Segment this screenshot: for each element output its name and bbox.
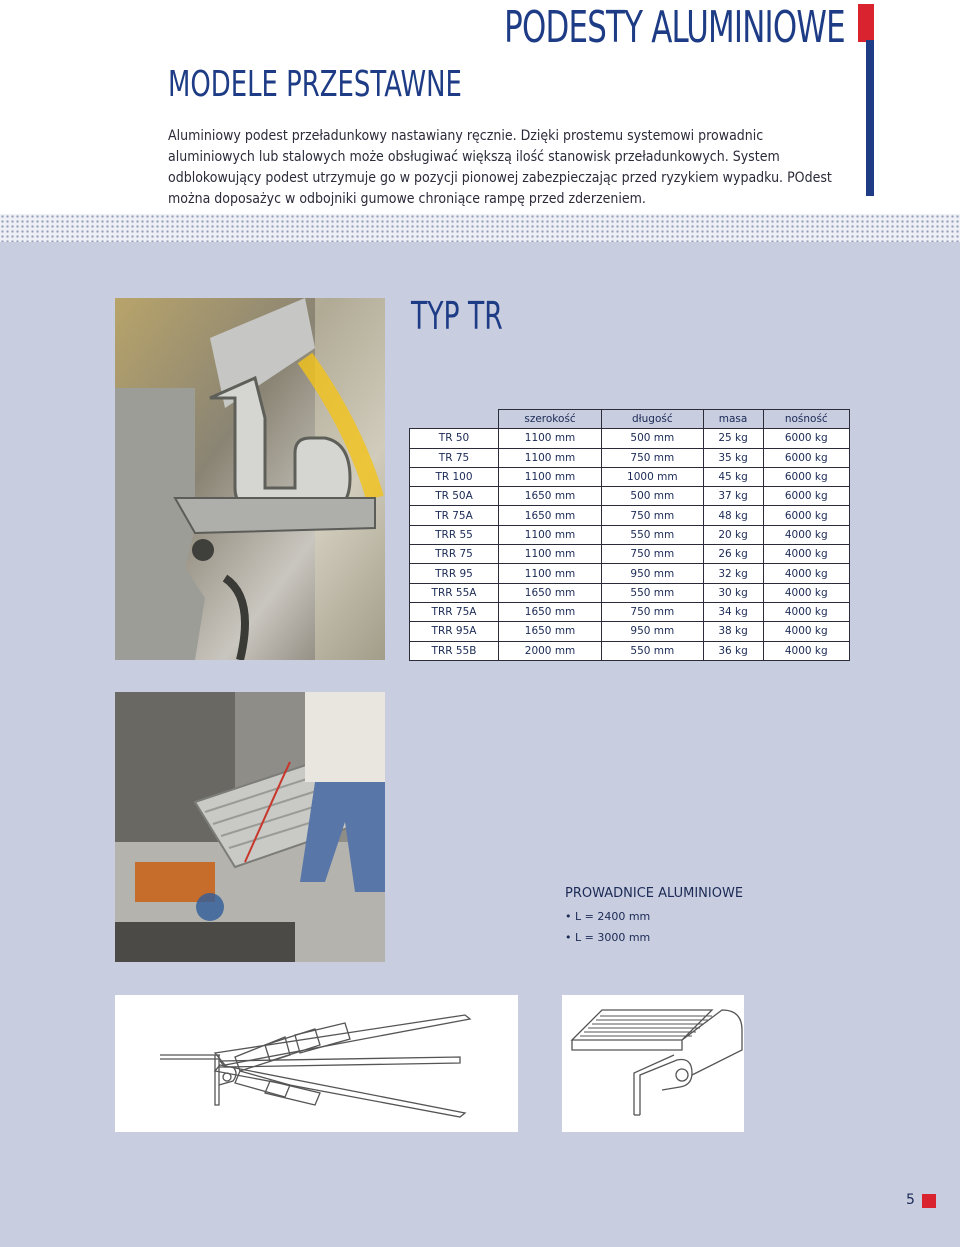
table-cell: 34 kg: [703, 602, 763, 621]
photo-ramp-in-use: [115, 692, 385, 962]
table-cell: TR 100: [410, 467, 499, 486]
section-title: MODELE PRZESTAWNE: [168, 64, 462, 105]
accent-bar-red: [858, 4, 874, 42]
table-cell: 6000 kg: [763, 506, 849, 525]
ramp-positions-drawing: [115, 995, 518, 1132]
table-cell: 48 kg: [703, 506, 763, 525]
table-cell: 1100 mm: [499, 467, 602, 486]
table-cell: 1100 mm: [499, 545, 602, 564]
table-cell: 20 kg: [703, 525, 763, 544]
drawing-rail-profile: [562, 995, 744, 1132]
table-header: masa: [703, 410, 763, 429]
table-cell: 4000 kg: [763, 641, 849, 660]
rail-profile-drawing: [562, 995, 744, 1132]
dotted-divider: [0, 214, 960, 242]
table-cell: 30 kg: [703, 583, 763, 602]
table-header: długość: [602, 410, 704, 429]
table-row: [410, 487, 850, 506]
spec-table: [409, 409, 850, 661]
table-cell: TR 75: [410, 448, 499, 467]
table-cell: 37 kg: [703, 487, 763, 506]
table-cell: 4000 kg: [763, 525, 849, 544]
profile-illustration: [115, 298, 385, 660]
table-cell: 550 mm: [602, 641, 704, 660]
table-cell: 6000 kg: [763, 487, 849, 506]
table-row: [410, 583, 850, 602]
table-cell: 6000 kg: [763, 448, 849, 467]
table-row: [410, 545, 850, 564]
table-cell: TR 50A: [410, 487, 499, 506]
table-cell: TRR 75: [410, 545, 499, 564]
page-title: PODESTY ALUMINIOWE: [504, 2, 845, 53]
table-cell: 1100 mm: [499, 448, 602, 467]
table-cell: 35 kg: [703, 448, 763, 467]
table-cell: 4000 kg: [763, 583, 849, 602]
table-cell: 750 mm: [602, 545, 704, 564]
table-cell: 45 kg: [703, 467, 763, 486]
table-cell: TRR 55: [410, 525, 499, 544]
table-header: nośność: [763, 410, 849, 429]
table-row: [410, 622, 850, 641]
table-cell: 36 kg: [703, 641, 763, 660]
table-cell: 6000 kg: [763, 429, 849, 448]
table-row: [410, 448, 850, 467]
table-cell: 4000 kg: [763, 545, 849, 564]
table-header-model: [410, 410, 499, 429]
table-row: [410, 602, 850, 621]
table-cell: 1650 mm: [499, 487, 602, 506]
table-cell: 1100 mm: [499, 564, 602, 583]
table-cell: 950 mm: [602, 622, 704, 641]
intro-paragraph: [168, 126, 848, 210]
table-cell: 4000 kg: [763, 622, 849, 641]
table-cell: 32 kg: [703, 564, 763, 583]
table-cell: 1650 mm: [499, 506, 602, 525]
table-header: szerokość: [499, 410, 602, 429]
table-cell: 1100 mm: [499, 429, 602, 448]
table-cell: 750 mm: [602, 448, 704, 467]
intro-text: Aluminiowy podest przeładunkowy nastawiany ręcznie. Dzięki prostemu systemowi prowadnic aluminiowych lub stalowych może obsługiwać większą ilość stanowisk przeładunkowych. System odblokowujący podest utrzymuje go w pozycji pionowej zabezpieczając przed ryzykiem wypadku. POdest można doposażyc w odbojniki gumowe chroniące rampę przed zderzeniem.: [168, 128, 832, 207]
page-marker: [922, 1194, 936, 1208]
table-row: [410, 467, 850, 486]
table-cell: 38 kg: [703, 622, 763, 641]
table-cell: TRR 95: [410, 564, 499, 583]
page-number: 5: [906, 1192, 915, 1208]
table-cell: 6000 kg: [763, 467, 849, 486]
table-cell: TRR 75A: [410, 602, 499, 621]
rail-length-item: • L = 2400 mm: [565, 910, 651, 923]
table-cell: 1650 mm: [499, 602, 602, 621]
table-cell: 750 mm: [602, 506, 704, 525]
type-title: TYP TR: [411, 294, 503, 338]
table-cell: 26 kg: [703, 545, 763, 564]
table-cell: 500 mm: [602, 429, 704, 448]
table-cell: 500 mm: [602, 487, 704, 506]
drawing-ramp-positions: [115, 995, 518, 1132]
table-row: [410, 506, 850, 525]
table-cell: 1650 mm: [499, 583, 602, 602]
table-cell: 550 mm: [602, 583, 704, 602]
table-cell: 950 mm: [602, 564, 704, 583]
table-cell: 1100 mm: [499, 525, 602, 544]
table-cell: TRR 95A: [410, 622, 499, 641]
table-row: [410, 429, 850, 448]
table-row: [410, 525, 850, 544]
table-cell: 25 kg: [703, 429, 763, 448]
table-cell: TR 50: [410, 429, 499, 448]
table-cell: 1000 mm: [602, 467, 704, 486]
ramp-illustration: [115, 692, 385, 962]
table-header-row: [410, 410, 850, 429]
table-cell: TRR 55B: [410, 641, 499, 660]
table-cell: 4000 kg: [763, 602, 849, 621]
table-cell: TRR 55A: [410, 583, 499, 602]
table-cell: 2000 mm: [499, 641, 602, 660]
table-cell: 1650 mm: [499, 622, 602, 641]
photo-aluminium-profile: [115, 298, 385, 660]
rails-title: PROWADNICE ALUMINIOWE: [565, 886, 744, 901]
accent-bar-blue: [866, 40, 874, 196]
table-cell: 4000 kg: [763, 564, 849, 583]
table-row: [410, 641, 850, 660]
table-cell: TR 75A: [410, 506, 499, 525]
table-row: [410, 564, 850, 583]
rail-length-item: • L = 3000 mm: [565, 931, 651, 944]
table-cell: 550 mm: [602, 525, 704, 544]
table-cell: 750 mm: [602, 602, 704, 621]
